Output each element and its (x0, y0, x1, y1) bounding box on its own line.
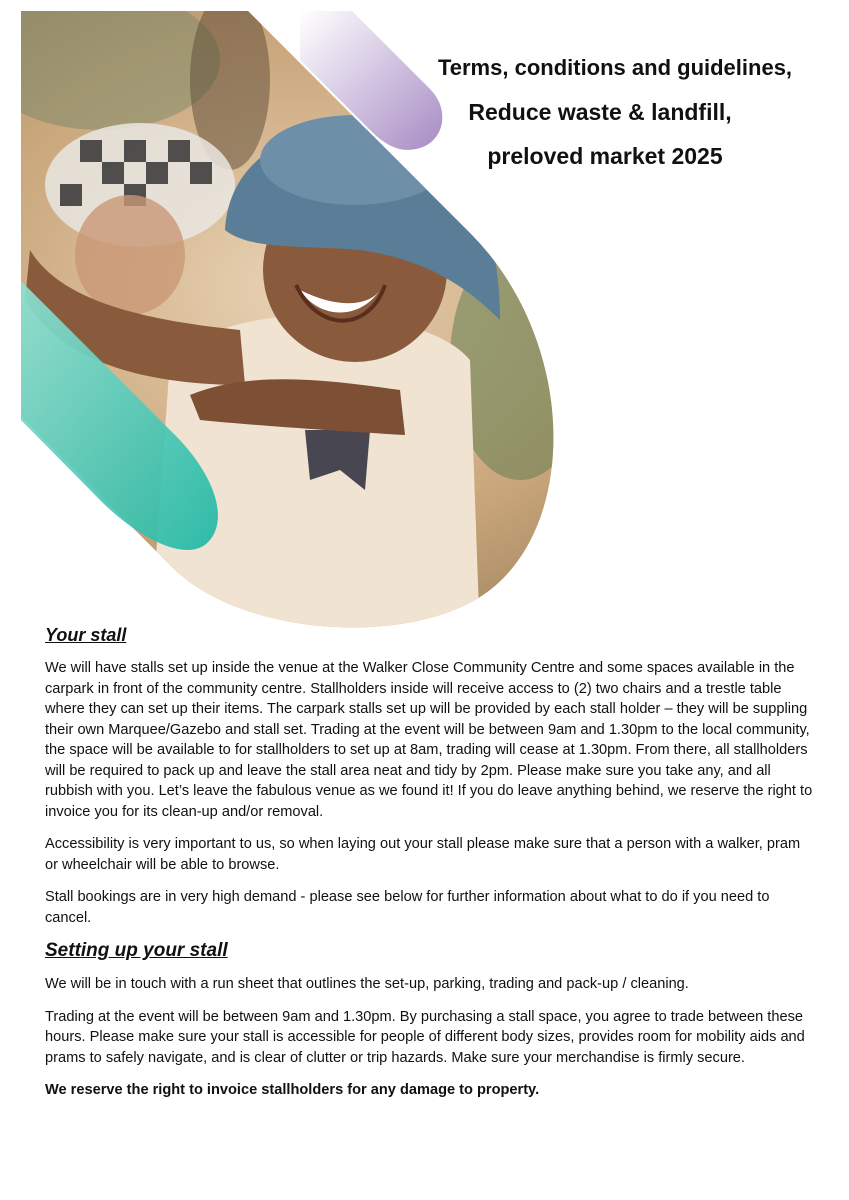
document-body (45, 624, 817, 1113)
paragraph-accessibility: Accessibility is very important to us, so when laying out your stall please make sure that a person with a walker, pram or wheelchair will be able to browse. (45, 836, 801, 873)
paragraph-run-sheet: We will be in touch with a run sheet that outlines the set-up, parking, trading and pack-up / cleaning. (45, 976, 689, 992)
title-line-2: Reduce waste & landfill, (468, 99, 732, 125)
damage-notice: We reserve the right to invoice stallholders for any damage to property. (45, 1082, 540, 1098)
title-line-3: preloved market 2025 (487, 143, 723, 169)
paragraph-bookings: Stall bookings are in very high demand - please see below for further information about what to do if you need to cancel. (45, 889, 770, 926)
paragraph-stall-details: We will have stalls set up inside the venue at the Walker Close Community Centre and some spaces available in the carpark in front of the community centre. Stallholders inside will receive access to (2) two chairs and a trestle table where they can set up their items. The carpark stalls set up will be provided by each stall holder – they will be suppling their own Marquee/Gazebo and stall set. Trading at the event will be between 9am and 1.30pm to the local community, the space will be available to for stallholders to set up at 8am, trading will cease at 1.30pm. From there, all stallholders will be required to pack up and leave the stall area neat and tidy by 2pm. Please make sure you take any, and all rubbish with you. Let’s leave the fabulous venue as we found it! If you do leave anything behind, we reserve the right to invoice you for its clean-up and/or removal. (45, 660, 813, 820)
heading-setting-up: Setting up your stall (45, 940, 228, 961)
title-line-1: Terms, conditions and guidelines, (437, 55, 793, 80)
paragraph-trading-hours: Trading at the event will be between 9am and 1.30pm. By purchasing a stall space, you agree to trade between these hours. Please make sure your stall is accessible for people of different body sizes, provides room for mobility aids and prams to safely navigate, and is clear of clutter or trip hazards. Make sure your merchandise is firmly secure. (45, 1008, 805, 1066)
document-title (420, 46, 810, 178)
heading-your-stall: Your stall (45, 625, 127, 645)
